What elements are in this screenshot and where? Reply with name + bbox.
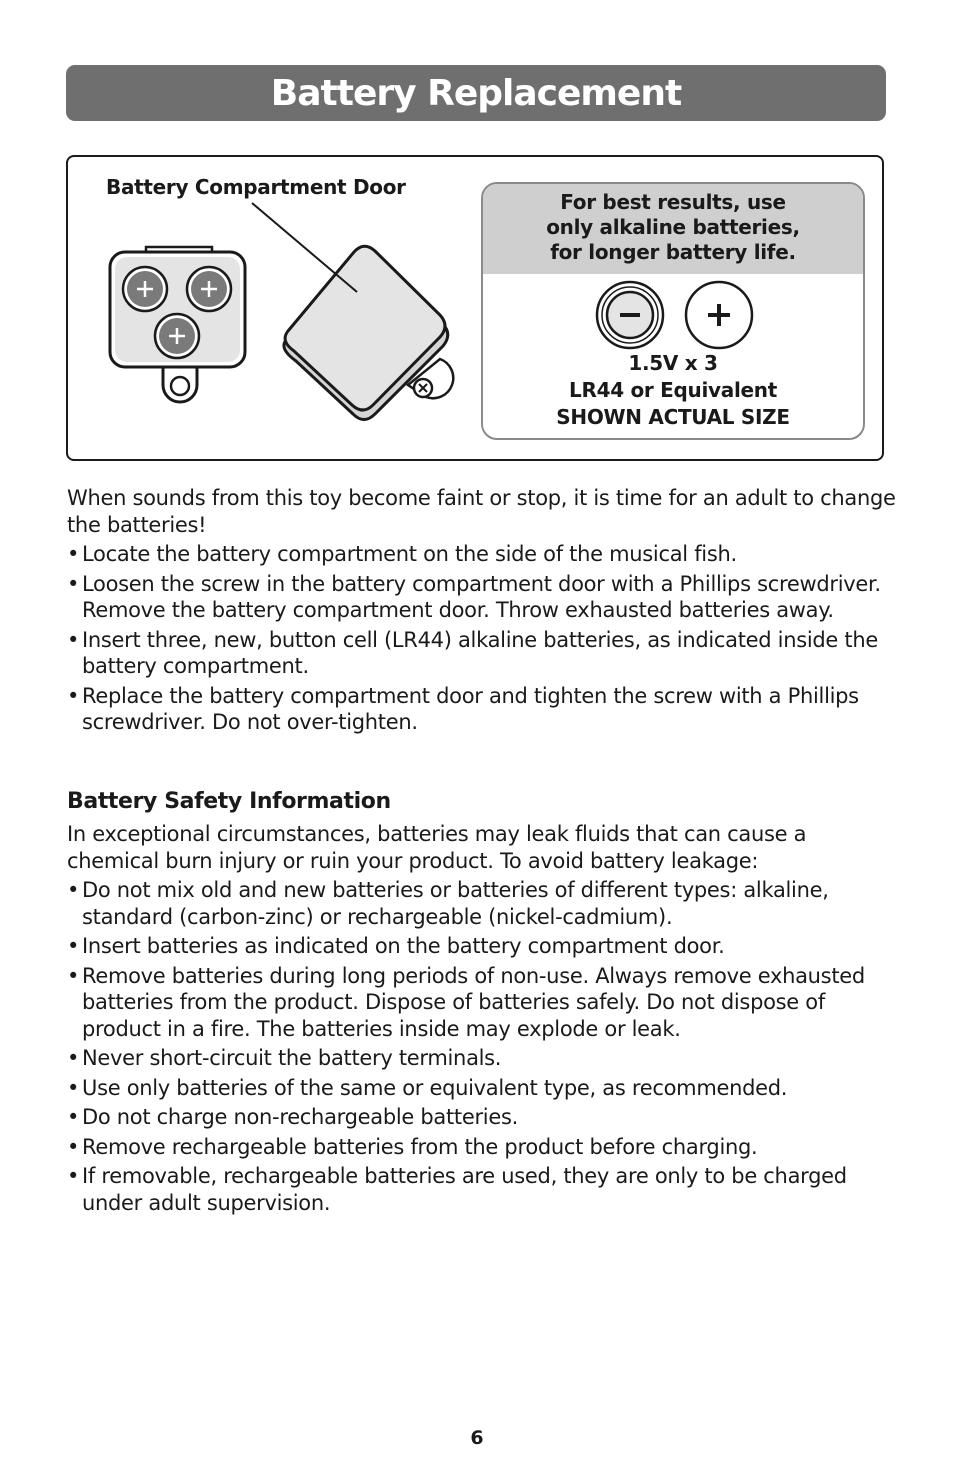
compartment-tab [163,363,197,402]
battery-type: LR44 or Equivalent [569,378,777,402]
replacement-intro: When sounds from this toy become faint or stop, it is time for an adult to change the batteries! [67,486,896,537]
list-item: • Do not charge non-rechargeable batteries. [67,1104,897,1131]
recommendation-line: only alkaline batteries, [546,215,800,239]
battery-info-panel [481,182,865,440]
battery-cell [155,314,199,358]
battery-figure [66,155,884,461]
page-number: 6 [470,1427,484,1449]
safety-intro: In exceptional circumstances, batteries may leak fluids that can cause a chemical burn injury or ruin your product. To avoid battery leakage: [67,822,807,873]
list-item: • Insert batteries as indicated on the battery compartment door. [67,933,897,960]
door-leader-line [252,203,357,292]
battery-positive-side-icon [686,282,752,348]
list-item: • Remove rechargeable batteries from the product before charging. [67,1134,897,1161]
battery-voltage: 1.5V x 3 [628,351,718,375]
safety-heading: Battery Safety Information [67,788,391,814]
battery-spec [483,350,863,431]
list-item: • If removable, rechargeable batteries are used, they are only to be charged under adult supervision. [67,1163,897,1216]
battery-cell [187,267,231,311]
list-item: • Never short-circuit the battery terminals. [67,1045,897,1072]
list-item: • Loosen the screw in the battery compartment door with a Phillips screwdriver. Remove the battery compartment door. Throw exhausted batteries away. [67,571,897,624]
battery-cell [123,267,167,311]
battery-negative-side-icon [597,282,663,348]
list-item: • Do not mix old and new batteries or batteries of different types: alkaline, standard (carbon-zinc) or rechargeable (nickel-cadmium). [67,877,897,930]
size-note: SHOWN ACTUAL SIZE [556,405,790,429]
door-label: Battery Compartment Door [106,175,406,199]
recommendation-line: for longer battery life. [550,240,796,264]
battery-size-diagram [483,280,863,350]
list-item: • Remove batteries during long periods of non-use. Always remove exhausted batteries from the product. Dispose of batteries safely. Do not dispose of product in a fire. The batteries inside may explode or leak. [67,963,897,1043]
recommendation-line: For best results, use [560,190,786,214]
alkaline-recommendation [483,184,863,274]
instructions-body [67,485,897,1219]
safety-list [67,877,897,1216]
title-bar [66,65,886,121]
screw-icon [414,379,432,397]
list-item: • Use only batteries of the same or equivalent type, as recommended. [67,1075,897,1102]
list-item: • Locate the battery compartment on the side of the musical fish. [67,541,897,568]
list-item: • Replace the battery compartment door and tighten the screw with a Phillips screwdriver. Do not over-tighten. [67,683,897,736]
list-item: • Insert three, new, button cell (LR44) alkaline batteries, as indicated inside the battery compartment. [67,627,897,680]
page-title: Battery Replacement [270,72,682,114]
replacement-steps [67,541,897,736]
